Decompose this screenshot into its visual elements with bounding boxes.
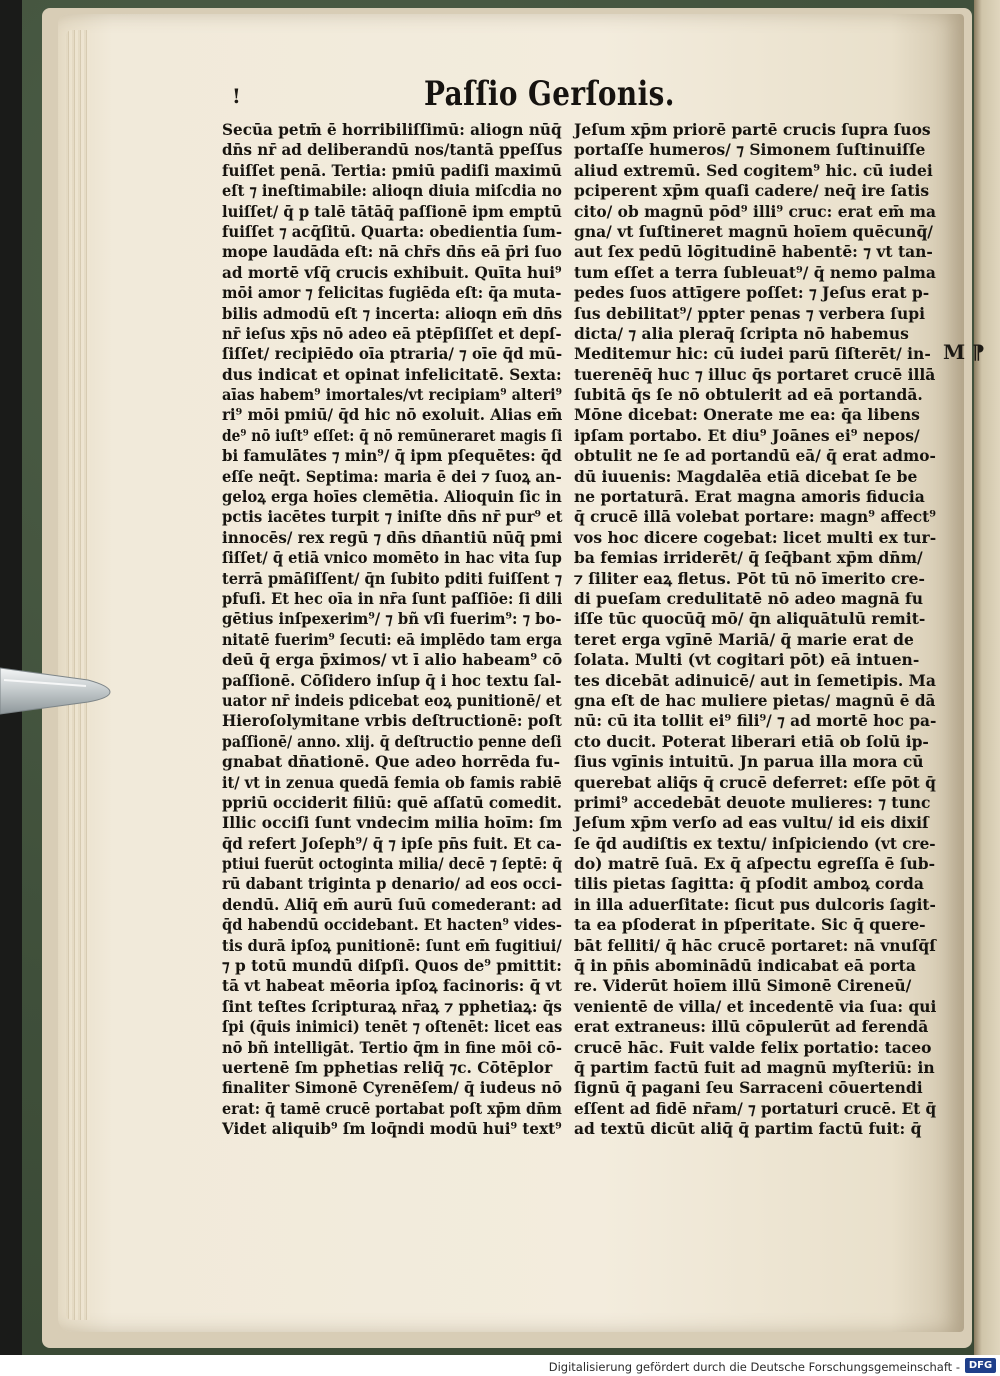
text-line: q̄ partim factū fuit ad magnū myſteriū: in bbox=[574, 1057, 935, 1077]
text-line: q̄d refert Joſeph⁹/ q̄ ⁊ ipſe pn̄s fuit. Et ca- bbox=[222, 833, 562, 853]
text-line: ſpi (q̄uis inimici) tenēt ⁊ oſtenēt: licet eas bbox=[222, 1017, 563, 1037]
text-line: bi famulātes ⁊ min⁹/ q̄ ipm pſequētes: q̄d bbox=[222, 446, 562, 466]
text-line: aut ſex pedū lōgitudinē habentē: ⁊ vt tan- bbox=[574, 242, 933, 262]
text-line: pctis iacētes turpit ⁊ iniſte dn̄s nr̄ pur⁹ et bbox=[222, 507, 563, 527]
text-line: obtulit ne ſe ad portandū eā/ q̄ erat admo- bbox=[574, 446, 936, 466]
text-line: gna/ vt ſuſtineret magnū hoīem quēcunq̄/ bbox=[574, 221, 933, 241]
text-line: ſiſſet/ recipiēdo oīa ptraria/ ⁊ oīe q̄d mū- bbox=[222, 344, 563, 364]
text-line: ſe q̄d audiſtis ex textu/ inſpiciendo (vt cre- bbox=[574, 833, 936, 853]
text-line: uator nr̄ indeis pdicebat eoꝝ punitionē/ et bbox=[222, 690, 562, 710]
text-line: fuiſſet ⁊ acq̄ſitū. Quarta: obedientia ſum- bbox=[222, 221, 563, 241]
text-line: ba femias irriderēt/ q̄ ſeq̄bant xp̄m dn̄m/ bbox=[574, 548, 923, 568]
text-line: ad mortē vſq̄ crucis exhibuit. Quīta hui⁹ bbox=[222, 262, 562, 282]
text-line: pciperent xp̄m quaſi cadere/ neq̄ ire ſatis bbox=[574, 181, 930, 201]
text-line: teret erga vgīnē Mariā/ q̄ marie erat de bbox=[574, 629, 914, 649]
text-line: venientē de villa/ et incedentē via ſua: qui bbox=[574, 996, 937, 1016]
text-line: erat extraneus: illū cōpulerūt ad ferendā bbox=[574, 1017, 929, 1037]
text-line: ri⁹ mōi pmiū/ q̄d hic nō exoluit. Alias em̄ bbox=[222, 405, 563, 425]
text-line: de⁹ nō iuſt⁹ eſſet: q̄ nō remūneraret magis ſi bbox=[222, 425, 563, 445]
text-line: mōi amor ⁊ felicitas fugiēda eſt: q̄a muta- bbox=[222, 283, 562, 303]
text-line: terrā pmāſiſſent/ q̄n ſubito pditi fuiſſent ⁊ bbox=[222, 568, 563, 588]
text-line: dū iuuenis: Magdalēa etiā dicebat ſe be bbox=[574, 466, 918, 486]
text-line: q̄ crucē illā volebat portare: magn⁹ affect⁹ bbox=[574, 507, 937, 527]
text-line: q̄d habendū occidebant. Et hacten⁹ vides- bbox=[222, 915, 562, 935]
text-line: ⁊ ſiliter eaꝝ fletus. Pōt tū nō īmerito cre- bbox=[574, 568, 925, 588]
text-line: ſius vgīnis intuitū. Jn parua illa mora cū bbox=[574, 752, 924, 772]
text-line: uertenē ſm pphetias reliq̄ ⁊c. Cōtēplor bbox=[222, 1057, 553, 1077]
text-line: dus indicat et opinat infelicitatē. Sexta: bbox=[222, 364, 562, 384]
text-line: ad textū dicūt aliq̄ q̄ partim factū fuit: q̄ bbox=[574, 1119, 922, 1139]
text-line: dendū. Aliq̄ em̄ aurū ſuū comederant: ad bbox=[222, 894, 562, 914]
text-line: gna eſt de hac muliere pietas/ magnū ē dā bbox=[574, 690, 936, 710]
text-line: dicta/ ⁊ alia pleraq̄ ſcripta nō habemus bbox=[574, 323, 909, 343]
text-line: primi⁹ accedebāt deuote mulieres: ⁊ tunc bbox=[574, 792, 931, 812]
text-line: nū: cū ita tollit ei⁹ fili⁹/ ⁊ ad mortē hoc pa- bbox=[574, 711, 937, 731]
left-text-column bbox=[222, 120, 562, 1140]
folio-mark: ! bbox=[232, 84, 241, 108]
page-clip bbox=[0, 660, 112, 720]
text-line: Jeſum xp̄m priorē partē crucis ſupra ſuos bbox=[574, 120, 931, 139]
text-line: querebat aliq̄s q̄ crucē deferret: eſſe pōt q̄ bbox=[574, 772, 936, 792]
text-line: tā vt habeat mēoria ipſoꝝ facinoris: q̄ vt bbox=[222, 976, 562, 996]
text-line: vos hoc dicere cogebat: licet multi ex tur- bbox=[574, 527, 937, 547]
text-line: eſſent ad fidē nr̄am/ ⁊ portaturi crucē. Et q̄ bbox=[574, 1098, 937, 1118]
facing-page-edge bbox=[974, 0, 1000, 1355]
text-line: aliud extremū. Sed cogitem⁹ hic. cū iudei bbox=[574, 160, 933, 180]
text-line: tilis pietas ſagitta: q̄ pſodit amboꝝ corda bbox=[574, 874, 924, 894]
text-line: deū q̄ erga p̄ximos/ vt ī alio habeam⁹ cō bbox=[222, 650, 563, 670]
text-line: Meditemur hic: cū iudei parū ſiſterēt/ in- bbox=[574, 344, 931, 364]
text-line: ſiſſet/ q̄ etiā vnico momēto in hac vita ſup bbox=[222, 548, 562, 568]
text-line: gētius inſpexerim⁹/ ⁊ bñ vſi fuerim⁹: ⁊ bo- bbox=[222, 609, 562, 629]
text-line: ſolata. Multi (vt cogitari pōt) eā intuen- bbox=[574, 650, 920, 670]
right-text-column bbox=[574, 120, 936, 1140]
text-line: tes dicebāt adinuicē/ aut in ſemetipis. Ma bbox=[574, 670, 936, 690]
text-line: nitatē fuerim⁹ ſecuti: eā implēdo tam erga bbox=[222, 629, 563, 649]
text-line: di pueſam credulitatē nō adeo magnā fu bbox=[574, 588, 923, 608]
text-line: ptiui fuerūt octoginta milia/ decē ⁊ ſeptē: q̄ bbox=[222, 854, 563, 874]
text-line: geloꝝ erga hoīes clemētia. Alioquin ſic in bbox=[222, 487, 562, 507]
text-line: in illa aduerſitate: ſicut pus dulcoris ſagit- bbox=[574, 894, 936, 914]
text-line: luiſſet/ q̄ p talē tātāq̄ paſſionē ipm emptū bbox=[222, 201, 562, 221]
text-line: re. Viderūt hoīem illū Simonē Cireneū/ bbox=[574, 976, 912, 996]
text-line: Secūa petm̄ ē horribiliſſimū: aliogn nūq̄ bbox=[222, 120, 562, 139]
dfg-logo: DFG bbox=[965, 1358, 996, 1373]
text-line: ſus debilitat⁹/ ppter penas ⁊ verbera ſupi bbox=[574, 303, 925, 323]
text-line: tis durā ipſoꝝ punitionē: ſunt em̄ fugitiui/ bbox=[222, 935, 562, 955]
text-line: gnabat dn̄ationē. Que adeo horrēda fu- bbox=[222, 752, 561, 772]
text-line: Illic occiſi ſunt vndecim milia hoīm: ſm bbox=[222, 813, 563, 833]
text-line: Jeſum xp̄m verſo ad eas vultu/ id eis dixiſ bbox=[574, 813, 929, 833]
text-line: bilis admodū eſt ⁊ incerta: alioqn em̄ dn̄s bbox=[222, 303, 563, 323]
text-line: ſint teſtes ſcripturaꝝ nr̄aꝝ ⁊ pphetiaꝝ: q̄s bbox=[222, 996, 562, 1016]
text-line: fuiſſet penā. Tertia: pmiū padiſi maximū bbox=[222, 160, 562, 180]
footer-credit: Digitalisierung gefördert durch die Deutsche Forschungsgemeinschaft - bbox=[548, 1360, 960, 1374]
text-line: paſſionē. Cōſidero inſup q̄ i hoc textu ſal- bbox=[222, 670, 562, 690]
text-line: ſignū q̄ pagani ſeu Sarraceni cōuertendi bbox=[574, 1078, 923, 1098]
text-line: ppriū occiderit filiū: quē aſſatū comedit. bbox=[222, 792, 563, 812]
text-line: nr̄ ieſus xp̄s nō adeo eā ptēpſiſſet et depſ- bbox=[222, 323, 562, 343]
text-line: erat: q̄ tamē crucē portabat poſt xp̄m dn̄m bbox=[222, 1098, 562, 1118]
text-line: portaſſe humeros/ ⁊ Simonem ſuſtinuiſſe bbox=[574, 140, 926, 160]
text-line: bāt felliti/ q̄ hāc crucē portaret: nā vnuſq̄ſ bbox=[574, 935, 936, 955]
facing-page-glyph: ⁋ bbox=[972, 340, 985, 364]
text-line: tuerenēq̄ huc ⁊ illuc q̄s portaret crucē illā bbox=[574, 364, 936, 384]
text-line: cito/ ob magnū pōd⁹ illi⁹ cruc: erat em̄ ma bbox=[574, 201, 936, 221]
text-line: eſſe neq̄t. Septima: maria ē dei ⁊ ſuoꝝ an- bbox=[222, 466, 562, 486]
text-line: tum eſſet a terra ſubleuat⁹/ q̄ nemo palma bbox=[574, 262, 936, 282]
text-line: crucē hāc. Fuit valde felix portatio: taceo bbox=[574, 1037, 932, 1057]
text-line: finaliter Simonē Cyrenēſem/ q̄ iudeus nō bbox=[222, 1078, 562, 1098]
text-line: pedes ſuos attīgere poſſet: ⁊ Jeſus erat p- bbox=[574, 283, 930, 303]
text-line: do) matrē ſuā. Ex q̄ aſpectu egreſſa ē ſub- bbox=[574, 854, 936, 874]
text-line: ta ea pſoderat in pſperitate. Sic q̄ quere- bbox=[574, 915, 926, 935]
running-title: Paſſio Gerſonis. bbox=[424, 74, 675, 114]
text-line: Hieroſolymitane vrbis deſtructionē: poſt bbox=[222, 711, 562, 731]
text-line: ne portaturā. Erat magna amoris fiducia bbox=[574, 487, 925, 507]
text-line: nō bñ intelligāt. Tertio q̄m in fine mōi cō- bbox=[222, 1037, 562, 1057]
text-line: iſſe tūc quocūq̄ mō/ q̄n aliquātulū remit- bbox=[574, 609, 926, 629]
text-line: cto ducit. Poterat liberari etiā ob ſolū ip- bbox=[574, 731, 929, 751]
text-line: ipſam portabo. Et diu⁹ Joānes ei⁹ nepos/ bbox=[574, 425, 920, 445]
text-line: mope laudāda eſt: nā chr̄s dn̄s eā p̄ri ſuo bbox=[222, 242, 562, 262]
text-line: Videt aliquib⁹ ſm loq̄ndi modū hui⁹ text⁹ bbox=[222, 1119, 562, 1139]
text-line: eſt ⁊ ineſtimabile: alioqn diuia miſcdia no bbox=[222, 181, 562, 201]
text-line: innocēs/ rex regū ⁊ dn̄s dn̄antiū nūq̄ pmi bbox=[222, 527, 563, 547]
text-line: aīas habem⁹ imortales/vt recipiam⁹ alteri⁹ bbox=[222, 385, 563, 405]
text-line: ⁊ p totū mundū diſpſi. Quos de⁹ pmittit: bbox=[222, 956, 562, 976]
text-line: dn̄s nr̄ ad deliberandū nos/tantā ppeſſus bbox=[222, 140, 563, 160]
text-line: paſſionē/ anno. xlij. q̄ deſtructio penne deſi bbox=[222, 731, 562, 751]
text-line: ſubitā q̄s ſe nō obtulerit ad eā portandā. bbox=[574, 385, 923, 405]
text-line: rū dabant triginta p denario/ ad eos occi- bbox=[222, 874, 563, 894]
text-line: Mōne dicebat: Onerate me ea: q̄a libens bbox=[574, 405, 920, 425]
text-line: q̄ in pn̄is abominādū indicabat eā porta bbox=[574, 956, 916, 976]
margin-glyph: M bbox=[943, 340, 966, 364]
text-line: it/ vt in zenua quedā femia ob famis rabiē bbox=[222, 772, 562, 792]
text-line: pfuſi. Et hec oīa in nr̄a ſunt paſſiōe: ſi dili bbox=[222, 588, 563, 608]
